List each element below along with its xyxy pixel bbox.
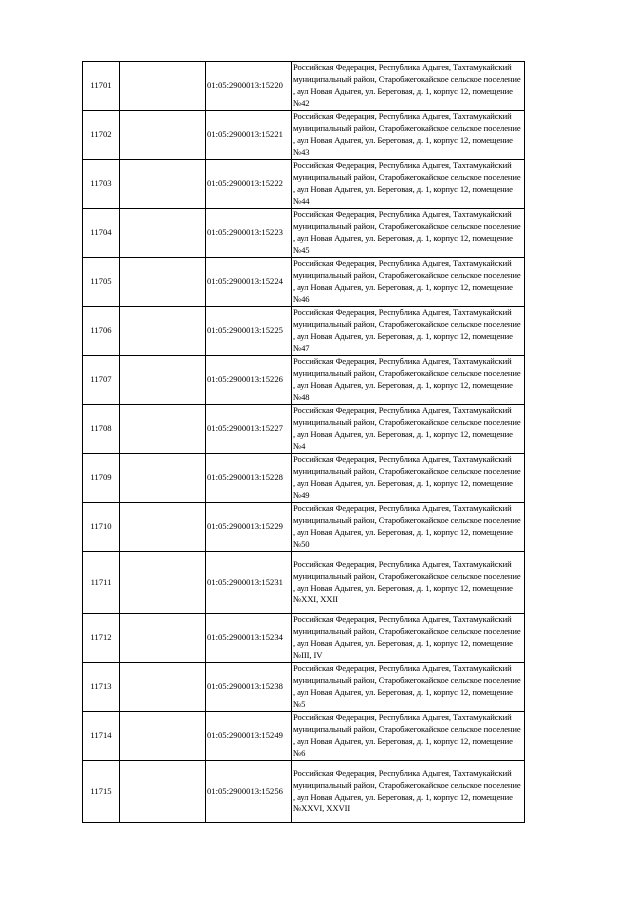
object-address: Российская Федерация, Республика Адыгея, Тахтамукайский муниципальный район, Старобжегокайское сельское поселение , аул Новая Адыгея, ул. Береговая, д. 1, корпус 12, помещение №XXVI, XXVII [292, 761, 525, 823]
row-number: 11702 [83, 111, 120, 160]
table-row [83, 552, 525, 614]
table-row [83, 761, 525, 823]
cadastral-number: 01:05:2900013:15234 [206, 614, 292, 663]
cadastral-number: 01:05:2900013:15231 [206, 552, 292, 614]
registry-table [82, 61, 525, 823]
row-number: 11715 [83, 761, 120, 823]
row-number: 11710 [83, 503, 120, 552]
table-row [83, 160, 525, 209]
row-number: 11701 [83, 62, 120, 111]
cadastral-number: 01:05:2900013:15249 [206, 712, 292, 761]
object-address: Российская Федерация, Республика Адыгея, Тахтамукайский муниципальный район, Старобжегокайское сельское поселение , аул Новая Адыгея, ул. Береговая, д. 1, корпус 12, помещение №48 [292, 356, 525, 405]
cadastral-number: 01:05:2900013:15229 [206, 503, 292, 552]
cadastral-number: 01:05:2900013:15224 [206, 258, 292, 307]
empty-cell [120, 307, 206, 356]
cadastral-number: 01:05:2900013:15256 [206, 761, 292, 823]
empty-cell [120, 111, 206, 160]
empty-cell [120, 614, 206, 663]
empty-cell [120, 552, 206, 614]
cadastral-number: 01:05:2900013:15227 [206, 405, 292, 454]
empty-cell [120, 503, 206, 552]
row-number: 11712 [83, 614, 120, 663]
object-address: Российская Федерация, Республика Адыгея, Тахтамукайский муниципальный район, Старобжегокайское сельское поселение , аул Новая Адыгея, ул. Береговая, д. 1, корпус 12, помещение №50 [292, 503, 525, 552]
object-address: Российская Федерация, Республика Адыгея, Тахтамукайский муниципальный район, Старобжегокайское сельское поселение , аул Новая Адыгея, ул. Береговая, д. 1, корпус 12, помещение №42 [292, 62, 525, 111]
object-address: Российская Федерация, Республика Адыгея, Тахтамукайский муниципальный район, Старобжегокайское сельское поселение , аул Новая Адыгея, ул. Береговая, д. 1, корпус 12, помещение №46 [292, 258, 525, 307]
cadastral-number: 01:05:2900013:15223 [206, 209, 292, 258]
row-number: 11708 [83, 405, 120, 454]
row-number: 11711 [83, 552, 120, 614]
table-row [83, 663, 525, 712]
object-address: Российская Федерация, Республика Адыгея, Тахтамукайский муниципальный район, Старобжегокайское сельское поселение , аул Новая Адыгея, ул. Береговая, д. 1, корпус 12, помещение №4 [292, 405, 525, 454]
row-number: 11704 [83, 209, 120, 258]
object-address: Российская Федерация, Республика Адыгея, Тахтамукайский муниципальный район, Старобжегокайское сельское поселение , аул Новая Адыгея, ул. Береговая, д. 1, корпус 12, помещение №45 [292, 209, 525, 258]
cadastral-number: 01:05:2900013:15221 [206, 111, 292, 160]
object-address: Российская Федерация, Республика Адыгея, Тахтамукайский муниципальный район, Старобжегокайское сельское поселение , аул Новая Адыгея, ул. Береговая, д. 1, корпус 12, помещение №49 [292, 454, 525, 503]
table-row [83, 209, 525, 258]
object-address: Российская Федерация, Республика Адыгея, Тахтамукайский муниципальный район, Старобжегокайское сельское поселение , аул Новая Адыгея, ул. Береговая, д. 1, корпус 12, помещение №43 [292, 111, 525, 160]
empty-cell [120, 62, 206, 111]
row-number: 11703 [83, 160, 120, 209]
table-row [83, 712, 525, 761]
row-number: 11706 [83, 307, 120, 356]
empty-cell [120, 405, 206, 454]
empty-cell [120, 160, 206, 209]
table-row [83, 307, 525, 356]
table-row [83, 356, 525, 405]
object-address: Российская Федерация, Республика Адыгея, Тахтамукайский муниципальный район, Старобжегокайское сельское поселение , аул Новая Адыгея, ул. Береговая, д. 1, корпус 12, помещение №III, IV [292, 614, 525, 663]
cadastral-number: 01:05:2900013:15220 [206, 62, 292, 111]
empty-cell [120, 712, 206, 761]
object-address: Российская Федерация, Республика Адыгея, Тахтамукайский муниципальный район, Старобжегокайское сельское поселение , аул Новая Адыгея, ул. Береговая, д. 1, корпус 12, помещение №5 [292, 663, 525, 712]
cadastral-number: 01:05:2900013:15226 [206, 356, 292, 405]
cadastral-number: 01:05:2900013:15225 [206, 307, 292, 356]
table-row [83, 111, 525, 160]
empty-cell [120, 454, 206, 503]
table-row [83, 454, 525, 503]
row-number: 11713 [83, 663, 120, 712]
object-address: Российская Федерация, Республика Адыгея, Тахтамукайский муниципальный район, Старобжегокайское сельское поселение , аул Новая Адыгея, ул. Береговая, д. 1, корпус 12, помещение №47 [292, 307, 525, 356]
empty-cell [120, 258, 206, 307]
row-number: 11705 [83, 258, 120, 307]
table-row [83, 503, 525, 552]
table-row [83, 614, 525, 663]
table-row [83, 258, 525, 307]
empty-cell [120, 209, 206, 258]
empty-cell [120, 761, 206, 823]
row-number: 11707 [83, 356, 120, 405]
empty-cell [120, 663, 206, 712]
cadastral-number: 01:05:2900013:15228 [206, 454, 292, 503]
object-address: Российская Федерация, Республика Адыгея, Тахтамукайский муниципальный район, Старобжегокайское сельское поселение , аул Новая Адыгея, ул. Береговая, д. 1, корпус 12, помещение №6 [292, 712, 525, 761]
row-number: 11709 [83, 454, 120, 503]
row-number: 11714 [83, 712, 120, 761]
cadastral-number: 01:05:2900013:15238 [206, 663, 292, 712]
empty-cell [120, 356, 206, 405]
cadastral-number: 01:05:2900013:15222 [206, 160, 292, 209]
object-address: Российская Федерация, Республика Адыгея, Тахтамукайский муниципальный район, Старобжегокайское сельское поселение , аул Новая Адыгея, ул. Береговая, д. 1, корпус 12, помещение №44 [292, 160, 525, 209]
table-row [83, 405, 525, 454]
object-address: Российская Федерация, Республика Адыгея, Тахтамукайский муниципальный район, Старобжегокайское сельское поселение , аул Новая Адыгея, ул. Береговая, д. 1, корпус 12, помещение №XXI, XXII [292, 552, 525, 614]
table-row [83, 62, 525, 111]
